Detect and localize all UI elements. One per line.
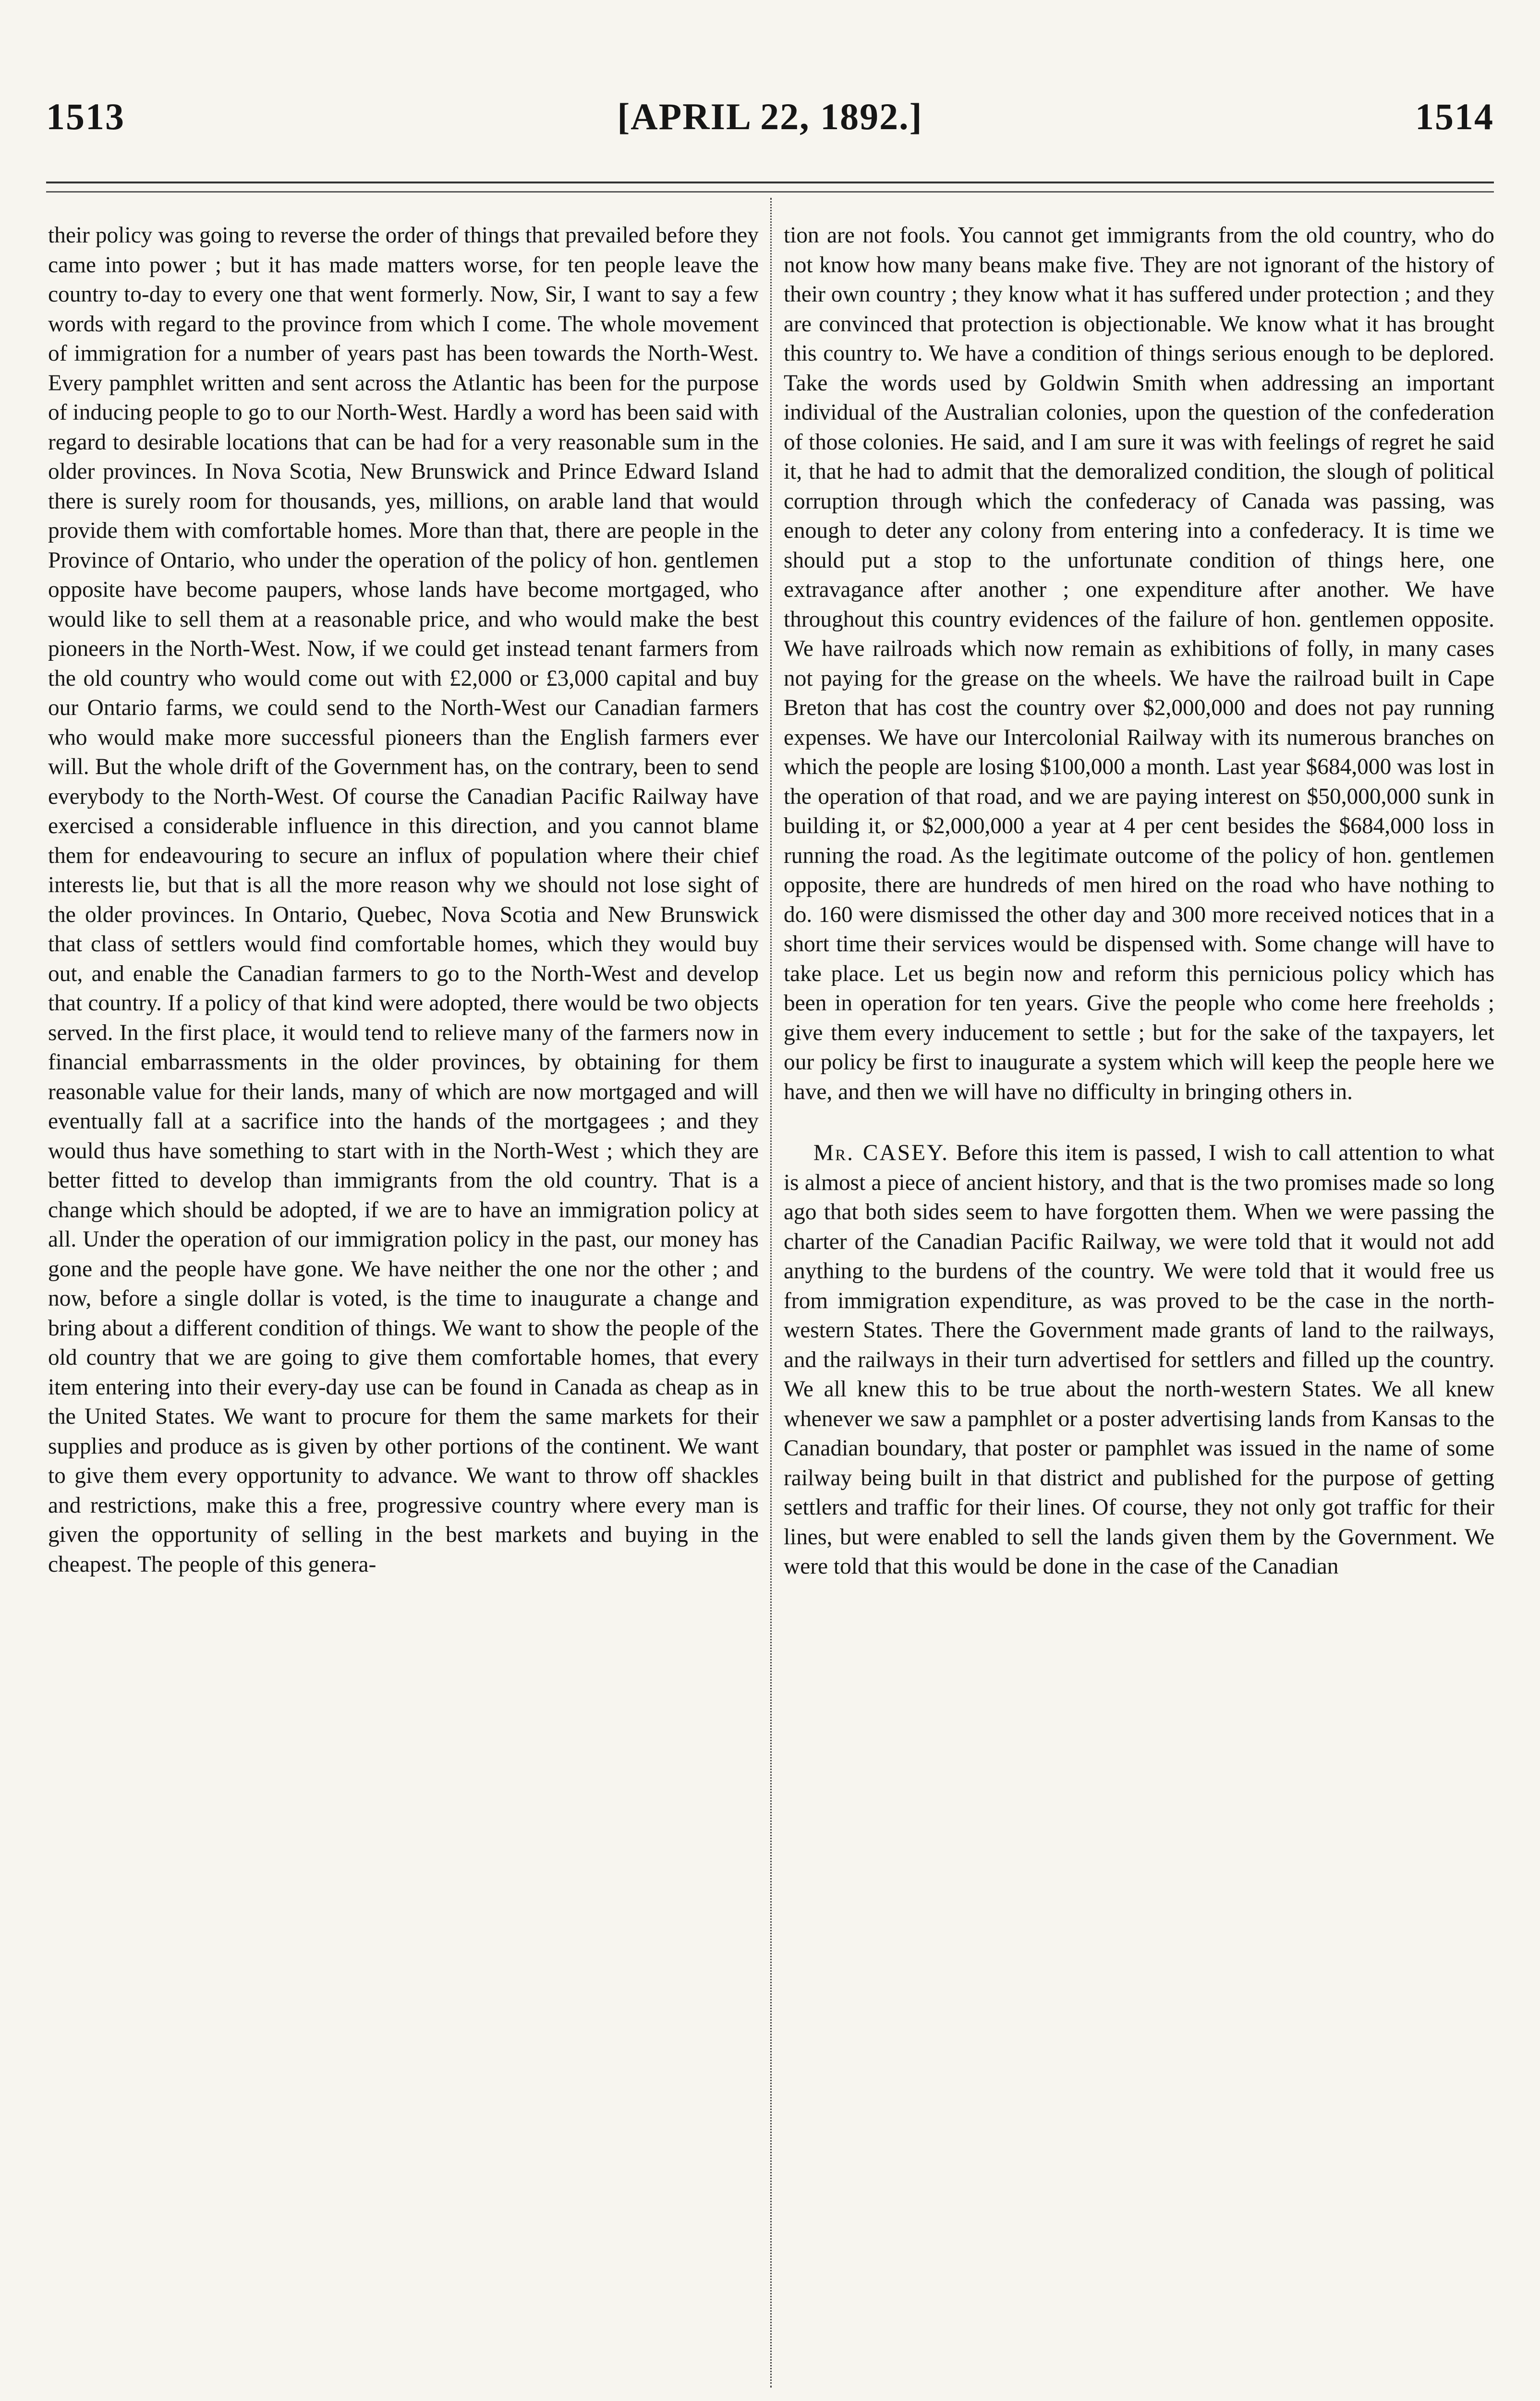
right-paragraph-1: tion are not fools. You cannot get immigrants from the old country, who do not know how many beans make five. They are not ignorant of the history of their own country ; they know what it has suffered under protection ; and they are convinced that protection is objectionable. We know what it has brought this country to. We have a condition of things serious enough to be deplored. Take the words used by Goldwin Smith when addressing an important individual of the Australian colonies, upon the question of the confederation of those colonies. He said, and I am sure it was with feelings of regret he said it, that he had to admit that the demoralized condition, the slough of political corruption through which the confederacy of Canada was passing, was enough to deter any colony from entering into a confederacy. It is time we should put a stop to the unfortunate condition of things here, one extravagance after another ; one expenditure after another. We have throughout this country evidences of the failure of hon. gentlemen opposite. We have railroads which now remain as exhibitions of folly, in many cases not paying for the grease on the wheels. We have the railroad built in Cape Breton that has cost the country over $2,000,000 and does not pay running expenses. We have our Intercolonial Railway with its numerous branches on which the people are losing $100,000 a month. Last year $684,000 was lost in the operation of that road, and we are paying interest on $50,000,000 sunk in building it, or $2,000,000 a year at 4 per cent besides the $684,000 loss in running the road. As the legitimate outcome of the policy of hon. gentlemen opposite, there are hundreds of men hired on the road who have nothing to do. 160 were dismissed the other day and 300 more received notices that in a short time their services would be dispensed with. Some change will have to take place. Let us begin now and reform this pernicious policy which has been in operation for ten years. Give the people who come here freeholds ; give them every inducement to settle ; but for the sake of the taxpayers, let our policy be first to inaugurate a system which will keep the people here we have, and then we will have no difficulty in bringing others in.	[784, 223, 1494, 1104]
header-rule-top	[46, 182, 1494, 183]
right-column	[784, 221, 1494, 1582]
header-date: [APRIL 22, 1892.]	[617, 96, 923, 137]
page-number-right: 1514	[1415, 96, 1494, 137]
speaker-name: Mr. CASEY.	[813, 1140, 949, 1165]
page-header	[46, 85, 1494, 148]
speech-casey	[784, 1139, 1494, 1582]
header-rule-bottom	[46, 191, 1494, 193]
speech-text: Before this item is passed, I wish to call attention to what is almost a piece of ancient history, and that is the two promises made so long ago that both sides seem to have forgotten them. When we were passing the charter of the Canadian Pacific Railway, we were told that it would not add anything to the burdens of the country. We were told that it would free us from immigration expenditure, as was proved to be the case in the north-western States. There the Government made grants of land to the railways, and the railways in their turn advertised for settlers and filled up the country. We all knew this to be true about the north-western States. We all knew whenever we saw a pamphlet or a poster advertising lands from Kansas to the Canadian boundary, that poster or pamphlet was issued in the name of some railway being built in that district and published for the purpose of getting settlers and traffic for their lines. Of course, they not only got traffic for their lines, but were enabled to sell the lands given them by the Government. We were told that this would be done in the case of the Canadian	[784, 1140, 1494, 1579]
column-divider	[770, 198, 772, 2388]
left-paragraph-1: their policy was going to reverse the order of things that prevailed before they came into power ; but it has made matters worse, for ten people leave the country to-day to every one that went formerly. Now, Sir, I want to say a few words with regard to the province from which I come. The whole movement of immigration for a number of years past has been towards the North-West. Every pamphlet written and sent across the Atlantic has been for the purpose of inducing people to go to our North-West. Hardly a word has been said with regard to desirable locations that can be had for a very reasonable sum in the older provinces. In Nova Scotia, New Brunswick and Prince Edward Island there is surely room for thousands, yes, millions, on arable land that would provide them with comfortable homes. More than that, there are people in the Province of Ontario, who under the operation of the policy of hon. gentlemen opposite have become paupers, whose lands have become mortgaged, who would like to sell them at a reasonable price, and who would make the best pioneers in the North-West. Now, if we could get instead tenant farmers from the old country who would come out with £2,000 or £3,000 capital and buy our Ontario farms, we could send to the North-West our Canadian farmers who would make more successful pioneers than the English farmers ever will. But the whole drift of the Government has, on the contrary, been to send everybody to the North-West. Of course the Canadian Pacific Railway have exercised a considerable influence in this direction, and you cannot blame them for endeavouring to secure an influx of population where their chief interests lie, but that is all the more reason why we should not lose sight of the older provinces. In Ontario, Quebec, Nova Scotia and New Brunswick that class of settlers would find comfortable homes, which they would buy out, and enable the Canadian farmers to go to the North-West and develop that country. If a policy of that kind were adopted, there would be two objects served. In the first place, it would tend to relieve many of the farmers now in financial embarrassments in the older provinces, by obtaining for them reasonable value for their lands, many of which are now mortgaged and will eventually fall at a sacrifice into the hands of the mortgagees ; and they would thus have something to start with in the North-West ; which they are better fitted to develop than immigrants from the old country. That is a change which should be adopted, if we are to have an immigration policy at all. Under the operation of our immigration policy in the past, our money has gone and the people have gone. We have neither the one nor the other ; and now, before a single dollar is voted, is the time to inaugurate a change and bring about a different condition of things. We want to show the people of the old country that we are going to give them comfortable homes, that every item entering into their every-day use can be found in Canada as cheap as in the United States. We want to procure for them the same markets for their supplies and produce as is given by other portions of the continent. We want to give them every opportunity to advance. We want to throw off shackles and restrictions, make this a free, progressive country where every man is given the opportunity of selling in the best markets and buying in the cheapest. The people of this genera-	[48, 223, 759, 1577]
left-column	[48, 221, 759, 1579]
page-number-left: 1513	[46, 96, 125, 137]
